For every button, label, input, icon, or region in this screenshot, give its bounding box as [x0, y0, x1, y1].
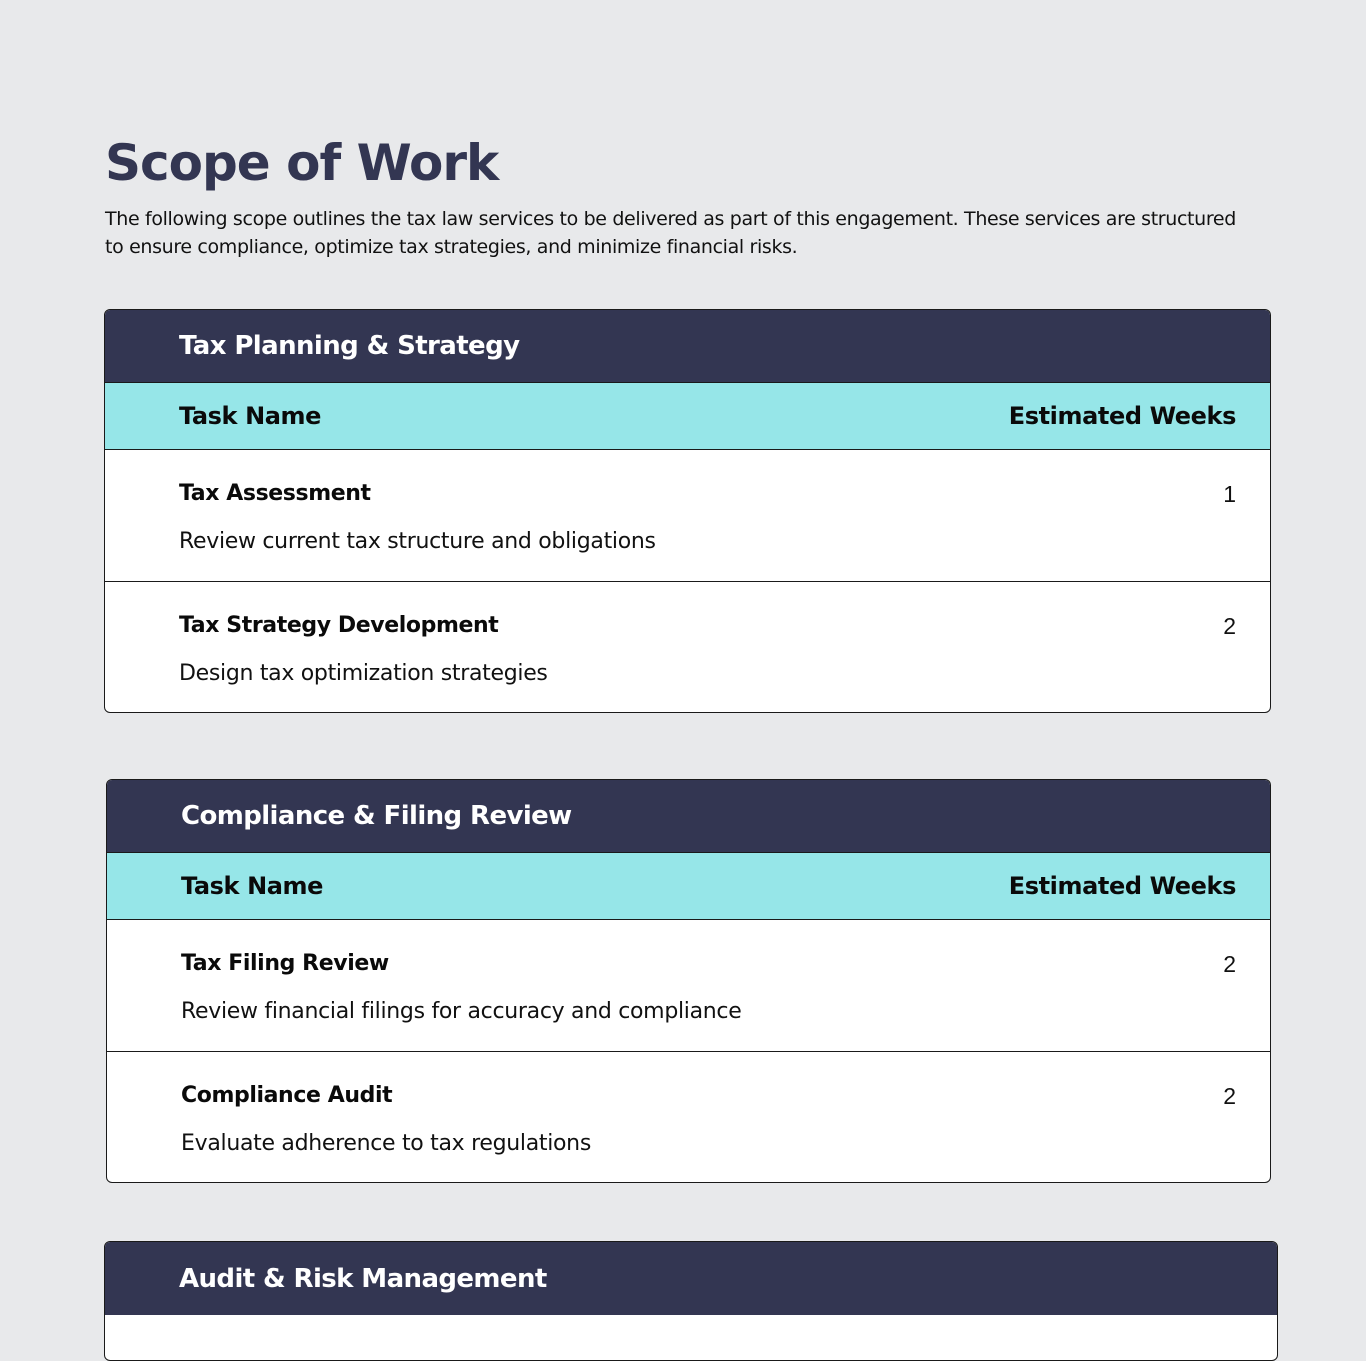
task-row	[107, 920, 1270, 1051]
column-header-task-name: Task Name	[179, 402, 322, 430]
section-title: Audit & Risk Management	[179, 1263, 547, 1294]
task-weeks: 2	[1223, 1083, 1236, 1109]
page-title: Scope of Work	[105, 134, 499, 192]
column-header-estimated-weeks: Estimated Weeks	[1008, 402, 1236, 430]
task-row	[105, 450, 1270, 581]
task-row	[105, 581, 1270, 712]
task-description: Evaluate adherence to tax regulations	[181, 1131, 591, 1156]
section-title: Tax Planning & Strategy	[179, 331, 520, 361]
task-name: Compliance Audit	[181, 1083, 393, 1108]
section-card-tax-planning	[104, 309, 1271, 713]
column-header-estimated-weeks: Estimated Weeks	[1008, 872, 1236, 900]
task-description: Design tax optimization strategies	[179, 661, 548, 686]
task-name: Tax Assessment	[179, 481, 371, 506]
column-header-row	[107, 853, 1270, 920]
task-weeks: 2	[1223, 613, 1236, 639]
section-header	[105, 1242, 1277, 1315]
task-weeks: 2	[1223, 951, 1236, 977]
task-weeks: 1	[1223, 481, 1236, 507]
column-header-row	[105, 383, 1270, 450]
section-card-compliance	[106, 779, 1271, 1183]
task-name: Tax Filing Review	[181, 951, 389, 976]
task-description: Review financial filings for accuracy and compliance	[181, 999, 742, 1024]
section-header	[105, 310, 1270, 383]
task-description: Review current tax structure and obligations	[179, 529, 656, 554]
task-name: Tax Strategy Development	[179, 613, 499, 638]
task-row	[107, 1051, 1270, 1182]
column-header-task-name: Task Name	[181, 872, 324, 900]
section-header	[107, 780, 1270, 853]
section-card-audit-risk	[104, 1241, 1278, 1361]
intro-paragraph: The following scope outlines the tax law services to be delivered as part of this engagement. These services are structured to ensure compliance, optimize tax strategies, and minimize financial risks.	[105, 208, 1236, 258]
section-title: Compliance & Filing Review	[181, 801, 572, 831]
